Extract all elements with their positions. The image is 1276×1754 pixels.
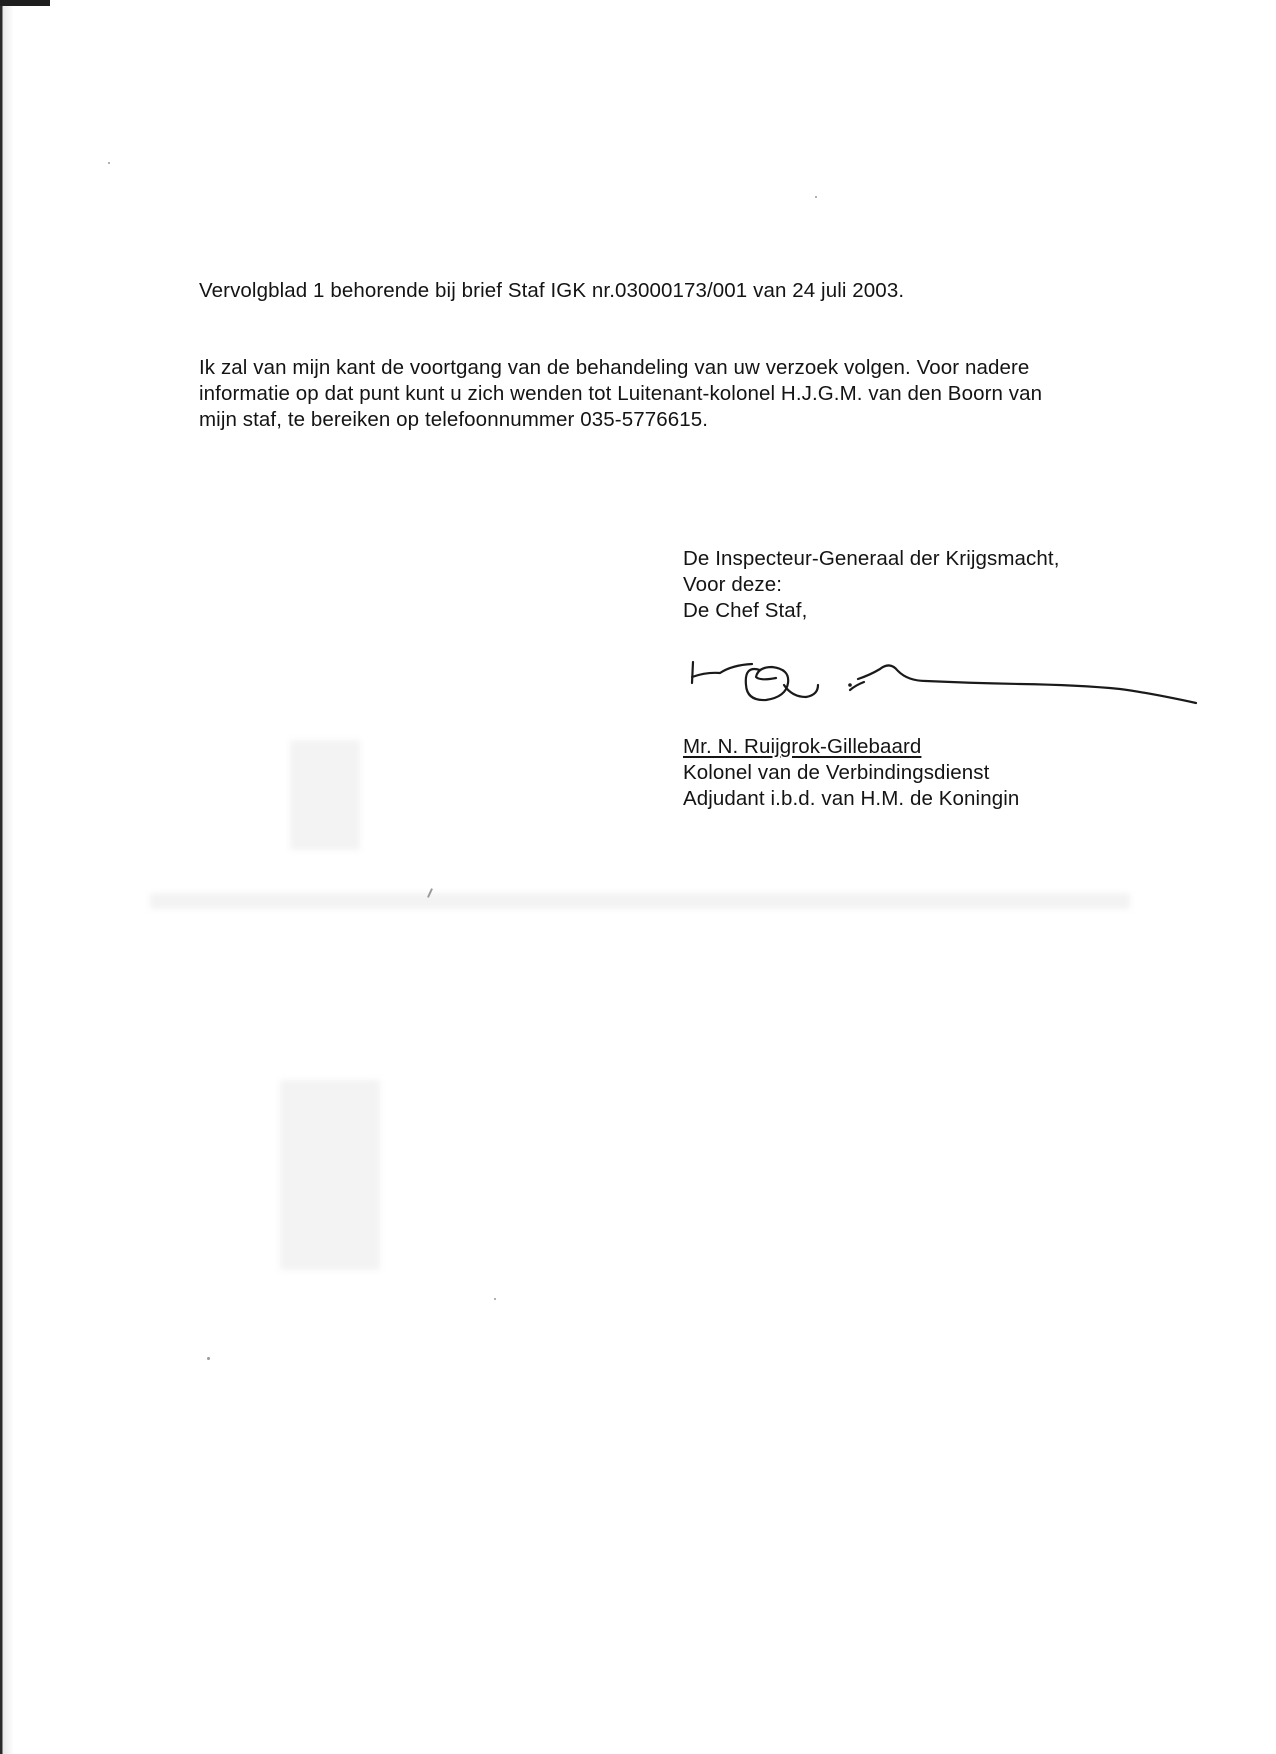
scan-corner-mark [0, 0, 50, 6]
body-line: Ik zal van mijn kant de voortgang van de behandeling van uw verzoek volgen. Voor nadere [199, 356, 1030, 379]
body-line: mijn staf, te bereiken op telefoonnummer 035-5776615. [199, 408, 709, 431]
closing-line: De Chef Staf, [683, 599, 808, 622]
scan-smudge [150, 893, 1130, 909]
body-paragraph [199, 355, 1042, 433]
body-line: informatie op dat punt kunt u zich wenden tot Luitenant-kolonel H.J.G.M. van den Boorn van [199, 382, 1043, 405]
handwritten-signature-icon [680, 645, 1200, 735]
scan-speck [494, 1298, 496, 1300]
scan-smudge [290, 740, 360, 850]
closing-line: Voor deze: [683, 573, 783, 596]
signatory-name: Mr. N. Ruijgrok-Gillebaard [683, 735, 922, 758]
scan-left-edge [0, 0, 14, 1754]
scan-speck [207, 1357, 210, 1360]
signatory-rank: Kolonel van de Verbindingsdienst [683, 761, 990, 784]
scan-speck [108, 162, 110, 164]
signatory-title: Adjudant i.b.d. van H.M. de Koningin [683, 787, 1020, 810]
signatory-block [683, 734, 1019, 812]
reference-line: Vervolgblad 1 behorende bij brief Staf IGK nr.03000173/001 van 24 juli 2003. [199, 279, 905, 302]
closing-block [683, 546, 1059, 624]
scan-speck [815, 196, 817, 198]
scan-smudge [280, 1080, 380, 1270]
closing-line: De Inspecteur-Generaal der Krijgsmacht, [683, 547, 1060, 570]
